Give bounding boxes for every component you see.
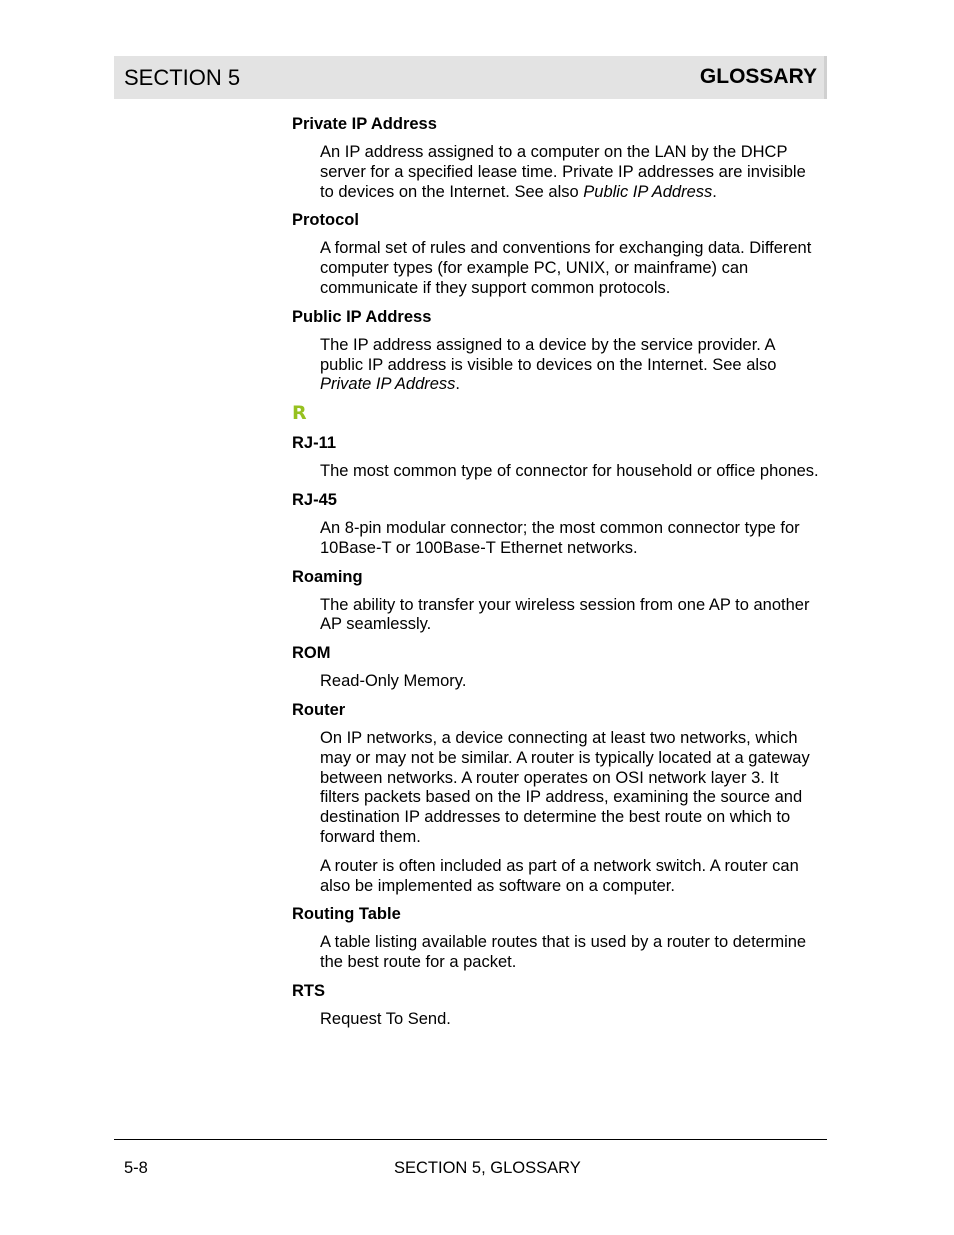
header-title: GLOSSARY: [699, 65, 817, 88]
cross-reference: Public IP Address: [583, 182, 713, 201]
term-router: Router: [292, 700, 346, 719]
term-private-ip-address: Private IP Address: [292, 115, 437, 133]
definition-routing-table: A table listing available routes that is used by a router to determine the best route for a packet.: [320, 933, 807, 972]
definition-public-ip-address: The IP address assigned to a device by the service provider. A public IP address is visible to devices on the Internet. See also Private IP Address.: [320, 335, 777, 394]
definition-rom: Read-Only Memory.: [320, 672, 467, 691]
definition-router-paragraph-1: On IP networks, a device connecting at least two networks, which may or may not be similar. A router is typically located at a gateway between networks. A router operates on OSI network layer 3. It filters packets based on the IP address, examining the source and destination IP addresses to determine the best route on which to forward them.: [320, 728, 810, 846]
term-rom: ROM: [292, 644, 331, 663]
definition-rts: Request To Send.: [320, 1009, 451, 1028]
page-header: [114, 56, 827, 99]
definition-rj-11: The most common type of connector for household or office phones.: [320, 462, 819, 481]
term-rj-45: RJ-45: [292, 490, 337, 509]
header-section: SECTION 5: [124, 65, 241, 90]
term-routing-table: Routing Table: [292, 905, 401, 924]
section-letter-r: R: [292, 402, 307, 425]
cross-reference: Private IP Address: [320, 375, 456, 394]
page-number: 5-8: [124, 1159, 148, 1177]
term-rj-11: RJ-11: [292, 434, 337, 453]
glossary-content: [292, 114, 822, 1038]
definition-protocol: A formal set of rules and conventions for exchanging data. Different computer types (for example PC, UNIX, or mainframe) can communicate if they support common protocols.: [320, 239, 812, 297]
definition-roaming: The ability to transfer your wireless session from one AP to another AP seamlessly.: [320, 595, 810, 634]
definition-private-ip-address: An IP address assigned to a computer on the LAN by the DHCP server for a specified lease time. Private IP addresses are invisible to devices on the Internet. See also Public IP Address.: [320, 143, 806, 201]
definition-router-paragraph-2: A router is often included as part of a network switch. A router can also be implemented as software on a computer.: [320, 856, 799, 895]
definition-rj-45: An 8-pin modular connector; the most common connector type for 10Base-T or 100Base-T Ethernet networks.: [320, 518, 800, 557]
footer-divider: [114, 1139, 827, 1140]
term-rts: RTS: [292, 981, 325, 1000]
term-protocol: Protocol: [292, 211, 359, 230]
term-roaming: Roaming: [292, 567, 363, 586]
footer-title: SECTION 5, GLOSSARY: [394, 1159, 581, 1177]
term-public-ip-address: Public IP Address: [292, 307, 432, 326]
